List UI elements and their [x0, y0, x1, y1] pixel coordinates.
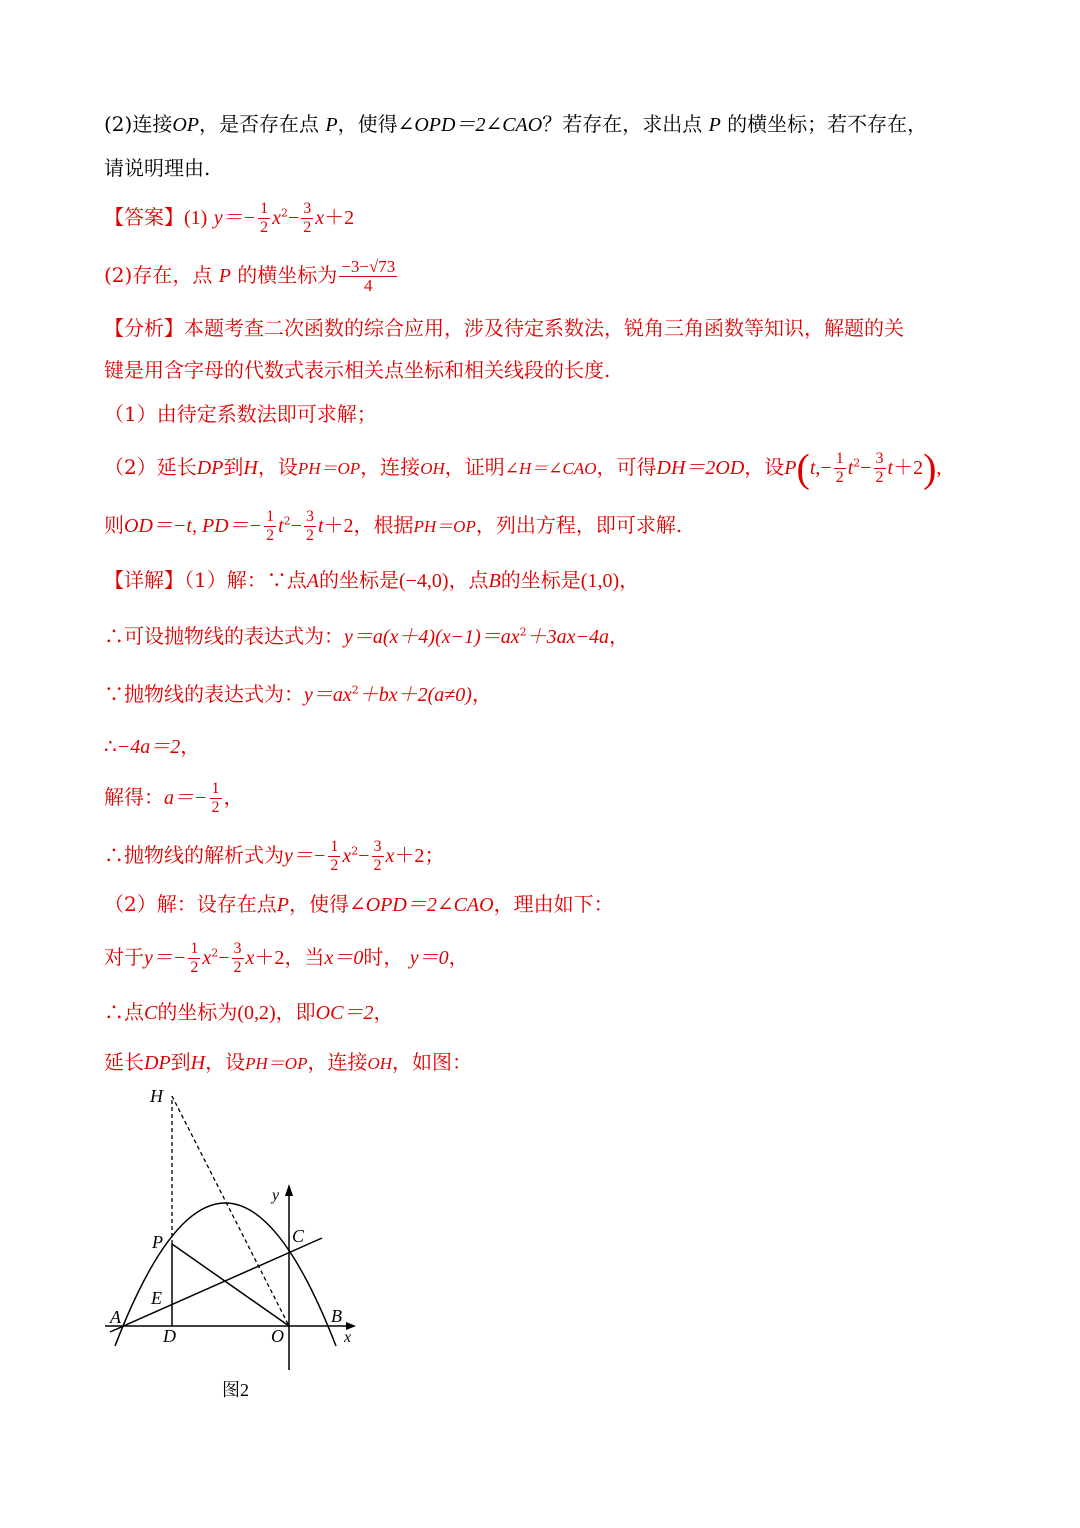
- analysis-step-2: （2）延长DP到H，设PH＝OP，连接OH，证明∠H＝∠CAO，可得DH＝2OD，设P(t,− $\frac{1}{2}$ $t^2-$ $\frac{3}{2}$ t＋2),: [104, 445, 942, 491]
- solution-line-4: ∴−4a＝2，: [104, 734, 201, 758]
- answer-line-2: [104, 258, 976, 295]
- segment-po: [172, 1244, 289, 1326]
- label-c: C: [292, 1226, 305, 1246]
- label-d: D: [163, 1326, 176, 1346]
- solution-line-1: 【详解】（1）解：∵点A的坐标是(−4,0)，点B的坐标是(1,0)，: [104, 568, 640, 592]
- label-h: H: [150, 1086, 163, 1106]
- math-expr: y＝−: [213, 207, 257, 229]
- solution-line-3: ∵抛物线的表达式为：$y=ax^2+bx+2(a\ne 0)$，: [104, 682, 492, 706]
- math-var: P: [708, 114, 721, 136]
- figure-caption: 图2: [222, 1380, 249, 1400]
- solution-line-5: 解得：a＝− $\frac{1}{2}$ ，: [104, 780, 244, 816]
- text: ，是否存在点: [199, 112, 320, 136]
- y-axis-arrow: [285, 1184, 293, 1196]
- solution-line-8: 对于y＝− $\frac{1}{2}$ $x^2-$ $\frac{3}{2}$ x＋2，当x＝0时， y＝0，: [104, 940, 469, 976]
- solution-line-6: ∴抛物线的解析式为y＝− $\frac{1}{2}$ $x^2-$ $\frac{3}{2}$ x＋2；: [104, 838, 445, 874]
- solution-line-10: 延长DP到H，设PH＝OP，连接OH，如图：: [104, 1050, 473, 1074]
- parabola: [115, 1203, 336, 1346]
- fraction: $\frac{3}{2}$: [303, 200, 312, 236]
- analysis-step-3: 则OD＝−t, PD＝− $\frac{1}{2}$ $t^2-$ $\frac{3}{2}$ t＋2，根据PH＝OP，列出方程，即可求解.: [104, 508, 683, 544]
- question-line-2: 请说明理由.: [104, 156, 211, 180]
- solution-line-7: （2）解：设存在点P，使得∠OPD＝2∠CAO，理由如下：: [104, 892, 614, 916]
- question-line-1: [104, 110, 976, 139]
- solution-line-2: ∴可设抛物线的表达式为：$y=a(x+4)(x-1)=ax^2+3ax-4a$，: [104, 624, 630, 648]
- text: 的横坐标为: [237, 263, 338, 287]
- text: 的横坐标；若不存在，: [727, 112, 928, 136]
- analysis-line-2: 键是用含字母的代数式表示相关点坐标和相关线段的长度.: [104, 358, 611, 382]
- segment-oh: [172, 1096, 289, 1326]
- label-b: B: [331, 1306, 342, 1326]
- math-var: OP: [172, 114, 200, 136]
- label-e: E: [151, 1288, 162, 1308]
- fraction: $\frac{1}{2}$: [260, 200, 269, 236]
- label-p: P: [152, 1232, 163, 1252]
- text: (2)连接: [104, 112, 173, 136]
- analysis-tag: 【分析】: [104, 316, 184, 340]
- text: 本题考查二次函数的综合应用，涉及待定系数法，锐角三角函数等知识，解题的关: [184, 316, 904, 340]
- solution-line-9: ∴点C的坐标为(0,2)，即OC＝2，: [104, 1000, 394, 1024]
- label-y: y: [272, 1187, 280, 1204]
- math-expr: ∠OPD＝2∠CAO: [397, 114, 543, 136]
- geometry-figure: [100, 1080, 370, 1410]
- solution-tag: 【详解】: [104, 568, 184, 592]
- answer-fraction: $\frac{-3-√73}{4}$: [341, 257, 396, 295]
- label-x: x: [344, 1329, 352, 1346]
- label-o: O: [271, 1326, 284, 1346]
- text: (2)存在，点: [104, 263, 213, 287]
- label-a: A: [110, 1307, 121, 1327]
- answer-line-1: 【答案】(1) y＝− $\frac{1}{2}$ $x^2-$ $\frac{3}{2}$ x＋2: [104, 200, 355, 236]
- text: ？若存在，求出点: [542, 112, 703, 136]
- text: ，使得: [337, 112, 398, 136]
- math-var: P: [325, 114, 338, 136]
- analysis-step-1: （1）由待定系数法即可求解；: [104, 402, 377, 426]
- answer-tag: 【答案】: [104, 205, 184, 229]
- math-var: P: [218, 265, 231, 287]
- analysis-line-1: [104, 314, 976, 342]
- text: (1): [184, 207, 208, 229]
